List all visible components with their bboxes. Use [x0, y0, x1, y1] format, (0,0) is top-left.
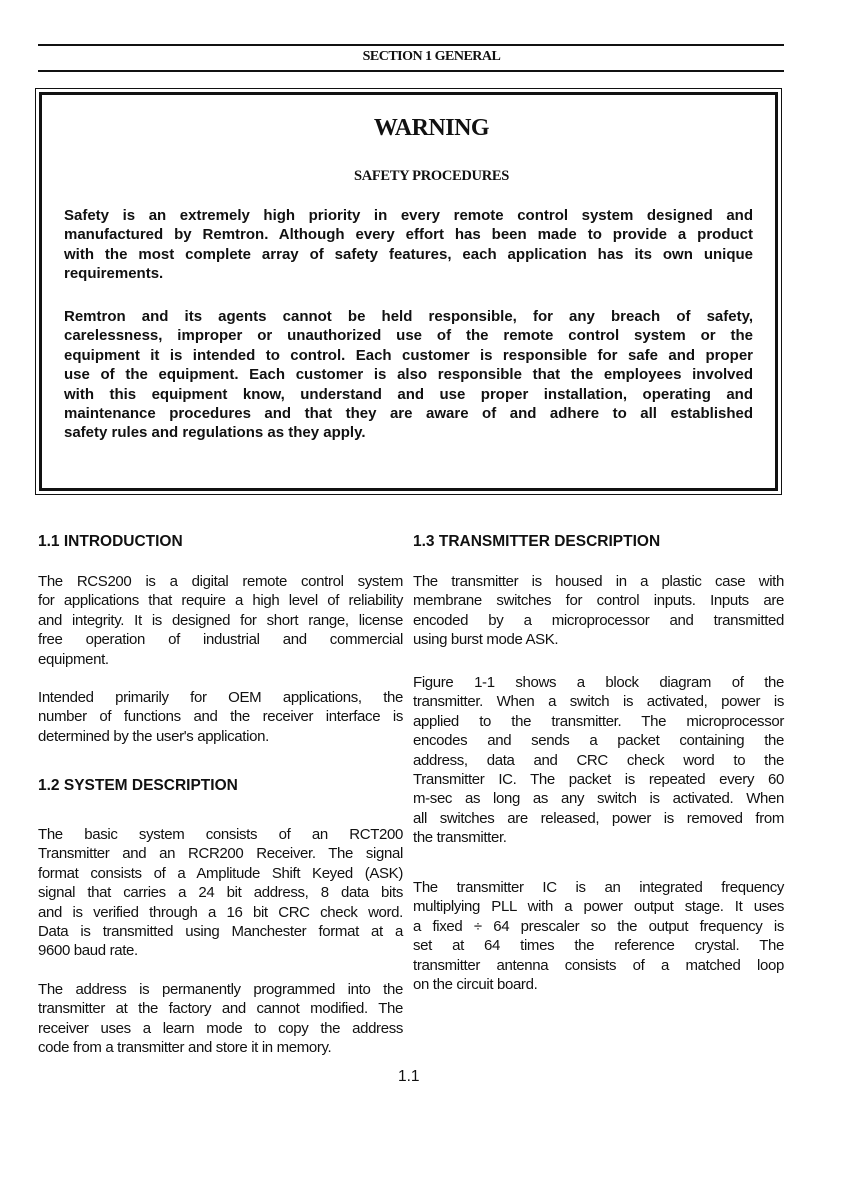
- text-line: safety rules and regulations as they apply.: [64, 424, 366, 442]
- text-line: for applications that require a high level of reliability: [38, 592, 403, 610]
- warning-paragraph-2: [64, 307, 753, 443]
- text-line: transmitter antenna consists of a matched loop: [413, 956, 784, 974]
- text-line: a fixed ÷ 64 prescaler so the output frequency is: [413, 917, 784, 935]
- warning-title: WARNING: [373, 115, 490, 141]
- page-number: 1.1: [398, 1068, 420, 1085]
- header-rule-top: [38, 44, 784, 46]
- text-line: membrane switches for control inputs. Inputs are: [413, 592, 784, 610]
- text-line: The address is permanently programmed into the: [38, 981, 403, 998]
- text-line: Transmitter IC. The packet is repeated every 60: [413, 770, 784, 788]
- text-line: Intended primarily for OEM applications, the: [38, 689, 403, 706]
- text-line: all switches are released, power is removed from: [413, 809, 784, 827]
- text-line: m-sec as long as any switch is activated. When: [413, 790, 784, 808]
- warning-paragraph-1: [64, 206, 753, 284]
- text-line: with the most complete array of safety features, each application has its own unique: [64, 245, 753, 263]
- text-line: receiver uses a learn mode to copy the address: [38, 1019, 403, 1037]
- transmitter-paragraph-3: [413, 878, 784, 994]
- text-line: 9600 baud rate.: [38, 942, 138, 960]
- system-paragraph-1: [38, 825, 403, 961]
- text-line: and is verified through a 16 bit CRC check word.: [38, 903, 403, 921]
- text-line: transmitter at the factory and cannot modified. The: [38, 1000, 403, 1018]
- heading-transmitter-description: 1.3 TRANSMITTER DESCRIPTION: [413, 533, 661, 550]
- text-line: format consists of a Amplitude Shift Keyed (ASK): [38, 864, 403, 882]
- heading-introduction: 1.1 INTRODUCTION: [38, 533, 183, 550]
- intro-paragraph-2: [38, 688, 403, 746]
- text-line: transmitter. When a switch is activated, power is: [413, 693, 784, 711]
- text-line: Transmitter and an RCR200 Receiver. The signal: [38, 845, 403, 863]
- text-line: number of functions and the receiver interface is: [38, 708, 403, 726]
- text-line: The transmitter IC is an integrated frequency: [413, 879, 784, 896]
- section-title: SECTION 1 GENERAL: [362, 49, 501, 64]
- text-line: free operation of industrial and commercial: [38, 631, 403, 649]
- text-line: encoded by a microprocessor and transmitted: [413, 611, 784, 629]
- warning-subtitle: SAFETY PROCEDURES: [353, 168, 510, 184]
- text-line: using burst mode ASK.: [413, 631, 559, 649]
- text-line: Remtron and its agents cannot be held responsible, for any breach of safety,: [64, 308, 753, 325]
- text-line: encodes and sends a packet containing the: [413, 732, 784, 750]
- intro-paragraph-1: [38, 572, 403, 669]
- text-line: signal that carries a 24 bit address, 8 data bits: [38, 884, 403, 902]
- transmitter-paragraph-1: [413, 572, 784, 650]
- text-line: requirements.: [64, 265, 164, 283]
- text-line: the transmitter.: [413, 829, 507, 847]
- text-line: multiplying PLL with a power output stage. It uses: [413, 898, 784, 916]
- text-line: address, data and CRC check word to the: [413, 751, 784, 769]
- text-line: maintenance procedures and that they are aware of and adhere to all established: [64, 404, 753, 422]
- text-line: carelessness, improper or unauthorized use of the remote control system or the: [64, 327, 753, 345]
- text-line: Safety is an extremely high priority in every remote control system designed and: [64, 207, 753, 224]
- text-line: equipment it is intended to control. Each customer is responsible for safe and proper: [64, 346, 753, 364]
- header-rule-bottom: [38, 70, 784, 72]
- heading-system-description: 1.2 SYSTEM DESCRIPTION: [38, 777, 238, 794]
- text-line: manufactured by Remtron. Although every effort has been made to provide a product: [64, 226, 753, 244]
- system-paragraph-2: [38, 980, 403, 1058]
- text-line: code from a transmitter and store it in memory.: [38, 1039, 332, 1057]
- text-line: and integrity. It is designed for short range, license: [38, 611, 403, 629]
- text-line: The RCS200 is a digital remote control system: [38, 573, 403, 590]
- text-line: Figure 1-1 shows a block diagram of the: [413, 674, 784, 691]
- text-line: determined by the user's application.: [38, 727, 269, 745]
- text-line: use of the equipment. Each customer is also responsible that the employees involved: [64, 366, 753, 384]
- text-line: applied to the transmitter. The microprocessor: [413, 712, 784, 730]
- text-line: The basic system consists of an RCT200: [38, 826, 403, 843]
- text-line: equipment.: [38, 650, 109, 668]
- text-line: Data is transmitted using Manchester format at a: [38, 922, 403, 940]
- text-line: on the circuit board.: [413, 975, 538, 993]
- text-line: The transmitter is housed in a plastic case with: [413, 573, 784, 590]
- text-line: with this equipment know, understand and use proper installation, operating and: [64, 385, 753, 403]
- transmitter-paragraph-2: [413, 673, 784, 848]
- text-line: set at 64 times the reference crystal. The: [413, 937, 784, 955]
